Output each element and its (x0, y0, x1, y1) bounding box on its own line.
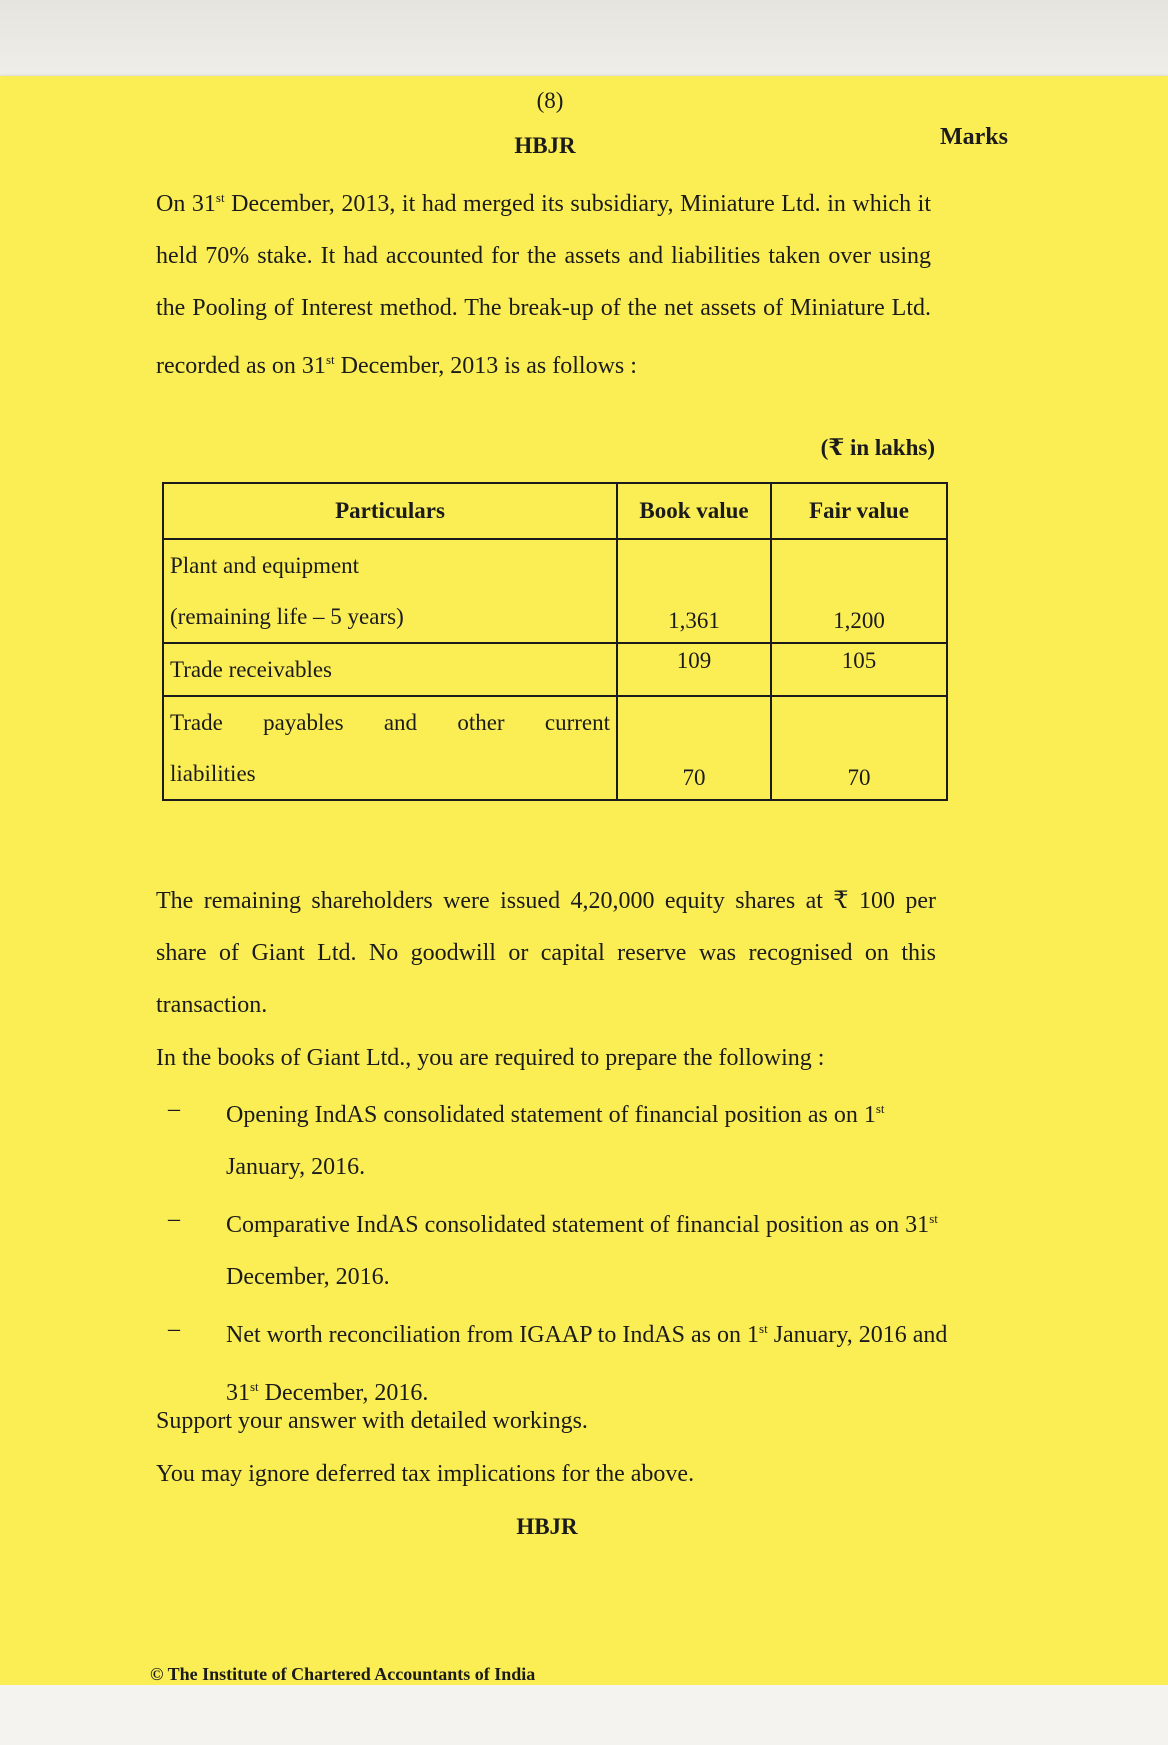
marks-label: Marks (940, 124, 1008, 150)
header-fair-value: Fair value (771, 483, 947, 539)
requirements-list (160, 1083, 960, 1419)
net-assets-table (162, 482, 948, 801)
paper-code-header: HBJR (514, 133, 576, 158)
dash-bullet: – (168, 1096, 180, 1122)
list-item: – Comparative IndAS consolidated statement of financial position as on 31st December, 2016. (160, 1193, 960, 1303)
copyright-notice: © The Institute of Chartered Accountants of India (150, 1664, 536, 1684)
book-value-cell: 70 (617, 696, 771, 800)
paper-code-footer: HBJR (516, 1514, 578, 1539)
scan-bottom-margin (0, 1685, 1168, 1745)
particulars-cell: Plant and equipment (remaining life – 5 years) (163, 539, 617, 643)
unit-note: (₹ in lakhs) (820, 435, 935, 460)
page-number: (8) (536, 88, 564, 113)
book-value-cell: 1,361 (617, 539, 771, 643)
scan-top-margin (0, 0, 1168, 78)
dash-bullet: – (168, 1206, 180, 1232)
workings-note: Support your answer with detailed workings. (156, 1408, 588, 1434)
table-header-row (163, 483, 947, 539)
book-value-cell: 109 (617, 643, 771, 696)
intro-paragraph: On 31st December, 2013, it had merged its subsidiary, Miniature Ltd. in which it held 70% stake. It had accounted for the assets and liabilities taken over using the Pooling of Interest method. The break-up of the net assets of Miniature Ltd. recorded as on 31st December, 2013 is as follows : (156, 190, 931, 379)
requirement-paragraph: In the books of Giant Ltd., you are required to prepare the following : (156, 1045, 825, 1071)
table-row (163, 696, 947, 800)
header-book-value: Book value (617, 483, 771, 539)
fair-value-cell: 1,200 (771, 539, 947, 643)
particulars-cell: Trade payables and other current liabilities (163, 696, 617, 800)
particulars-cell: Trade receivables (163, 643, 617, 696)
share-issue-paragraph: The remaining shareholders were issued 4,20,000 equity shares at ₹ 100 per share of Giant Ltd. No goodwill or capital reserve was recognised on this transaction. (156, 888, 936, 1018)
list-item: – Opening IndAS consolidated statement of financial position as on 1st January, 2016. (160, 1083, 960, 1193)
table-row (163, 643, 947, 696)
fair-value-cell: 70 (771, 696, 947, 800)
table-row (163, 539, 947, 643)
dash-bullet: – (168, 1316, 180, 1342)
deferred-tax-note: You may ignore deferred tax implications for the above. (156, 1461, 695, 1487)
fair-value-cell: 105 (771, 643, 947, 696)
list-item: – Net worth reconciliation from IGAAP to IndAS as on 1st January, 2016 and 31st December, 2016. (160, 1303, 960, 1419)
header-particulars: Particulars (163, 483, 617, 539)
